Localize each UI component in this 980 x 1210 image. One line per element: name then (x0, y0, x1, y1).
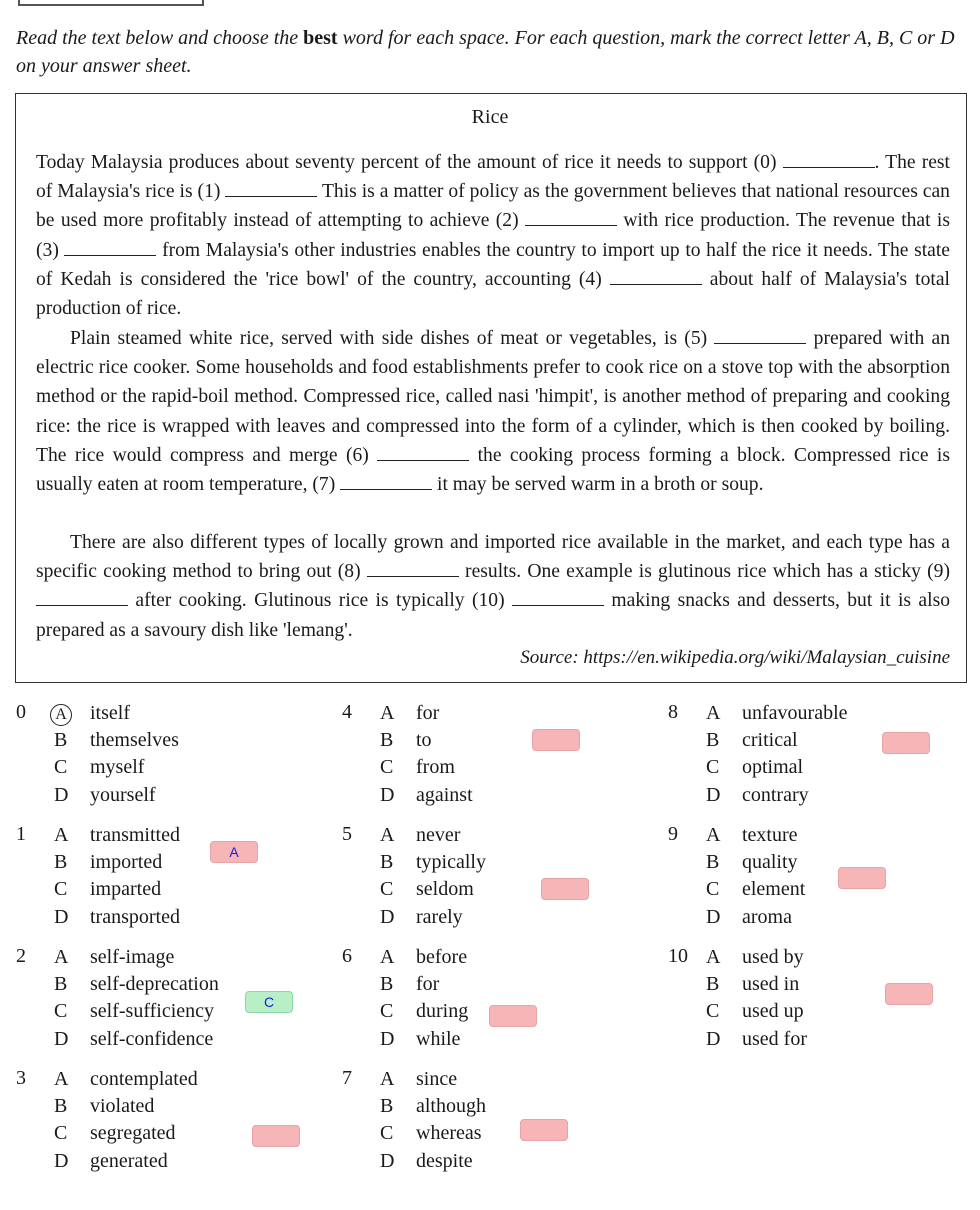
option-text: against (416, 783, 473, 806)
option-letter: B (54, 1095, 68, 1118)
option-text: imported (90, 851, 163, 874)
question-10-option-c[interactable] (706, 998, 804, 1025)
option-letter: B (380, 851, 394, 874)
question-3-option-b[interactable] (54, 1093, 154, 1120)
question-2-option-c[interactable] (54, 998, 214, 1025)
option-text: contrary (742, 783, 809, 806)
option-text: transmitted (90, 824, 180, 846)
question-number: 1 (16, 823, 26, 845)
blank-0 (783, 153, 875, 168)
option-text: to (416, 729, 432, 752)
option-letter: C (380, 756, 394, 779)
blank-5 (714, 329, 806, 344)
option-letter: C (54, 878, 68, 901)
option-text: rarely (416, 905, 463, 928)
question-number: 4 (342, 701, 352, 723)
question-4-option-c[interactable] (380, 754, 455, 781)
option-letter: D (380, 1027, 395, 1050)
question-number: 10 (668, 945, 688, 967)
question-2-option-d[interactable] (54, 1026, 213, 1053)
option-text: itself (90, 702, 130, 724)
question-4 (342, 701, 632, 813)
passage-source: Source: https://en.wikipedia.org/wiki/Malaysian_cuisine (520, 647, 950, 668)
question-9-option-a[interactable] (706, 822, 798, 849)
option-text: texture (742, 824, 798, 846)
question-0-option-a[interactable] (54, 700, 130, 727)
option-text: transported (90, 905, 180, 928)
passage-paragraph-1: Today Malaysia produces about seventy percent of the amount of rice it needs to support (0) . The rest of Malaysia's rice is (1) This is a matter of policy as the government believes that national resources can be used more profitably instead of attempting to achieve (2) with rice production. The revenue that is (3) from Malaysia's other industries enables the country to import up to half the rice it needs. The state of Kedah is considered the 'rice bowl' of the country, accounting (4) about half of Malaysia's total production of rice. (36, 152, 950, 320)
option-text: imparted (90, 878, 162, 901)
blank-7 (340, 475, 432, 490)
passage-paragraph-2: Plain steamed white rice, served with side dishes of meat or vegetables, is (5) prepared with an electric rice cooker. Some households and food establishments prefer to cook rice on a stove top with the absorption method or the rapid-boil method. Compressed rice, called nasi 'himpit', is another method of preparing and cooking rice: the rice is wrapped with leaves and compressed into the form of a cylinder, which is then cooked by boiling. The rice would compress and merge (6) the cooking process forming a block. Compressed rice is usually eaten at room temperature, (7) it may be served warm in a broth or soup. (36, 328, 950, 496)
question-5-option-d[interactable] (380, 904, 463, 931)
option-letter: D (380, 905, 395, 928)
option-text: self-image (90, 946, 175, 968)
answer-box-6[interactable] (489, 1005, 537, 1027)
question-10-option-a[interactable] (706, 944, 804, 971)
question-2-option-b[interactable] (54, 971, 219, 998)
question-4-option-d[interactable] (380, 782, 473, 809)
passage-paragraph-3: There are also different types of locally grown and imported rice available in the market, and each type has a specific cooking method to bring out (8) results. One example is glutinous rice which has a sticky (9) after cooking. Glutinous rice is typically (10) making snacks and desserts, but it is also prepared as a savoury dish like 'lemang'. (36, 532, 950, 641)
passage-title: Rice (471, 106, 509, 128)
option-letter: C (380, 878, 394, 901)
question-10-option-b[interactable] (706, 971, 799, 998)
blank-2 (525, 211, 617, 226)
option-letter: A (380, 702, 395, 724)
option-text: contemplated (90, 1068, 198, 1090)
answer-box-9[interactable] (838, 867, 886, 889)
option-letter (54, 700, 90, 727)
question-1-option-b[interactable] (54, 849, 162, 876)
option-letter: C (54, 1000, 68, 1023)
question-5 (342, 823, 632, 935)
option-text: for (416, 702, 440, 724)
option-text: before (416, 946, 468, 968)
question-1-option-c[interactable] (54, 876, 161, 903)
blank-10 (512, 591, 604, 606)
question-7-option-c[interactable] (380, 1120, 482, 1147)
question-number: 6 (342, 945, 352, 967)
option-letter: C (380, 1000, 394, 1023)
question-9-option-b[interactable] (706, 849, 798, 876)
question-8-option-a[interactable] (706, 700, 848, 727)
answer-box-5[interactable] (541, 878, 589, 900)
question-9-option-c[interactable] (706, 876, 805, 903)
blank-3 (64, 241, 156, 256)
question-number: 3 (16, 1067, 26, 1089)
question-3-option-d[interactable] (54, 1148, 168, 1175)
option-text: generated (90, 1149, 168, 1172)
option-letter: C (706, 878, 720, 901)
answer-box-2[interactable]: C (245, 991, 293, 1013)
option-letter: B (706, 851, 720, 874)
answer-box-10[interactable] (885, 983, 933, 1005)
question-6-option-c[interactable] (380, 998, 468, 1025)
blank-1 (225, 182, 317, 197)
question-6-option-d[interactable] (380, 1026, 460, 1053)
option-text: violated (90, 1095, 155, 1118)
blank-8 (367, 562, 459, 577)
option-text: self-confidence (90, 1027, 214, 1050)
circled-example-answer: A (50, 704, 72, 726)
question-6-option-b[interactable] (380, 971, 439, 998)
option-letter: D (706, 905, 721, 928)
option-text: seldom (416, 878, 474, 901)
option-text: segregated (90, 1122, 176, 1145)
option-text: despite (416, 1149, 473, 1172)
option-text: unfavourable (742, 702, 848, 724)
question-5-option-a[interactable] (380, 822, 460, 849)
question-7 (342, 1067, 632, 1179)
option-letter: B (706, 973, 720, 996)
option-letter: D (706, 783, 721, 806)
option-letter: A (54, 824, 69, 846)
option-letter: A (706, 946, 721, 968)
option-text: during (416, 1000, 469, 1023)
instructions-bold-word: best (303, 27, 338, 49)
option-text: aroma (742, 905, 792, 928)
option-text: self-sufficiency (90, 1000, 215, 1023)
option-text: whereas (416, 1122, 482, 1145)
question-4-option-b[interactable] (380, 727, 432, 754)
question-6 (342, 945, 632, 1057)
option-letter: D (706, 1027, 721, 1050)
option-letter: B (54, 973, 68, 996)
option-text: self-deprecation (90, 973, 219, 996)
option-text: for (416, 973, 440, 996)
option-text: myself (90, 756, 145, 779)
answer-box-7[interactable] (520, 1119, 568, 1141)
option-letter: D (380, 783, 395, 806)
answer-box-4[interactable] (532, 729, 580, 751)
option-letter: D (380, 1149, 395, 1172)
option-letter: D (54, 783, 69, 806)
option-letter: C (706, 756, 720, 779)
question-3-option-a[interactable] (54, 1066, 198, 1093)
question-9-option-d[interactable] (706, 904, 792, 931)
question-8-option-d[interactable] (706, 782, 809, 809)
option-letter: C (54, 756, 68, 779)
option-letter: A (706, 824, 721, 846)
answer-box-8[interactable] (882, 732, 930, 754)
option-text: although (416, 1095, 486, 1118)
blank-6 (377, 446, 469, 461)
option-text: typically (416, 851, 486, 874)
question-8-option-b[interactable] (706, 727, 798, 754)
question-7-option-b[interactable] (380, 1093, 486, 1120)
answer-box-3[interactable] (252, 1125, 300, 1147)
option-letter: D (54, 905, 69, 928)
option-text: yourself (90, 783, 156, 806)
question-0 (16, 701, 306, 813)
question-9 (668, 823, 958, 935)
question-8-option-c[interactable] (706, 754, 803, 781)
option-letter: B (54, 851, 68, 874)
answer-box-1[interactable]: A (210, 841, 258, 863)
question-5-option-c[interactable] (380, 876, 474, 903)
option-letter: A (380, 824, 395, 846)
option-letter: D (54, 1149, 69, 1172)
blank-4 (610, 270, 702, 285)
question-4-option-a[interactable] (380, 700, 439, 727)
option-letter: B (54, 729, 68, 752)
option-letter: B (380, 729, 394, 752)
question-number: 5 (342, 823, 352, 845)
option-text: used up (742, 1000, 804, 1023)
option-text: used by (742, 946, 804, 968)
instructions: Read the text below and choose the best word for each space. For each question, mark the correct letter A, B, C or D on your answer sheet. (16, 27, 955, 77)
option-letter: A (54, 946, 69, 968)
option-letter: C (706, 1000, 720, 1023)
option-letter: B (380, 973, 394, 996)
question-0-option-d[interactable] (54, 782, 156, 809)
question-number: 2 (16, 945, 26, 967)
question-number: 0 (16, 701, 26, 723)
option-text: since (416, 1068, 458, 1090)
option-letter: B (380, 1095, 394, 1118)
option-text: used for (742, 1027, 807, 1050)
question-5-option-b[interactable] (380, 849, 486, 876)
question-3-option-c[interactable] (54, 1120, 176, 1147)
question-7-option-a[interactable] (380, 1066, 457, 1093)
question-number: 8 (668, 701, 678, 723)
option-text: quality (742, 851, 798, 874)
option-letter: A (380, 946, 395, 968)
question-6-option-a[interactable] (380, 944, 467, 971)
option-letter: C (380, 1122, 394, 1145)
option-text: from (416, 756, 455, 779)
question-1-option-a[interactable] (54, 822, 180, 849)
top-border-decoration (18, 0, 204, 6)
question-10-option-d[interactable] (706, 1026, 807, 1053)
option-text: themselves (90, 729, 179, 752)
question-1-option-d[interactable] (54, 904, 180, 931)
question-8 (668, 701, 958, 813)
question-number: 7 (342, 1067, 352, 1089)
question-0-option-c[interactable] (54, 754, 144, 781)
question-0-option-b[interactable] (54, 727, 179, 754)
option-text: while (416, 1027, 461, 1050)
option-letter: C (54, 1122, 68, 1145)
option-letter: D (54, 1027, 69, 1050)
blank-9 (36, 591, 128, 606)
question-7-option-d[interactable] (380, 1148, 473, 1175)
question-number: 9 (668, 823, 678, 845)
question-2-option-a[interactable] (54, 944, 174, 971)
option-text: optimal (742, 756, 804, 779)
question-1 (16, 823, 306, 935)
option-text: critical (742, 729, 798, 752)
option-letter: A (380, 1068, 395, 1090)
option-text: element (742, 878, 806, 901)
option-letter: B (706, 729, 720, 752)
option-text: never (416, 824, 461, 846)
question-3 (16, 1067, 306, 1179)
option-letter: A (54, 1068, 69, 1090)
option-text: used in (742, 973, 800, 996)
option-letter: A (706, 702, 721, 724)
